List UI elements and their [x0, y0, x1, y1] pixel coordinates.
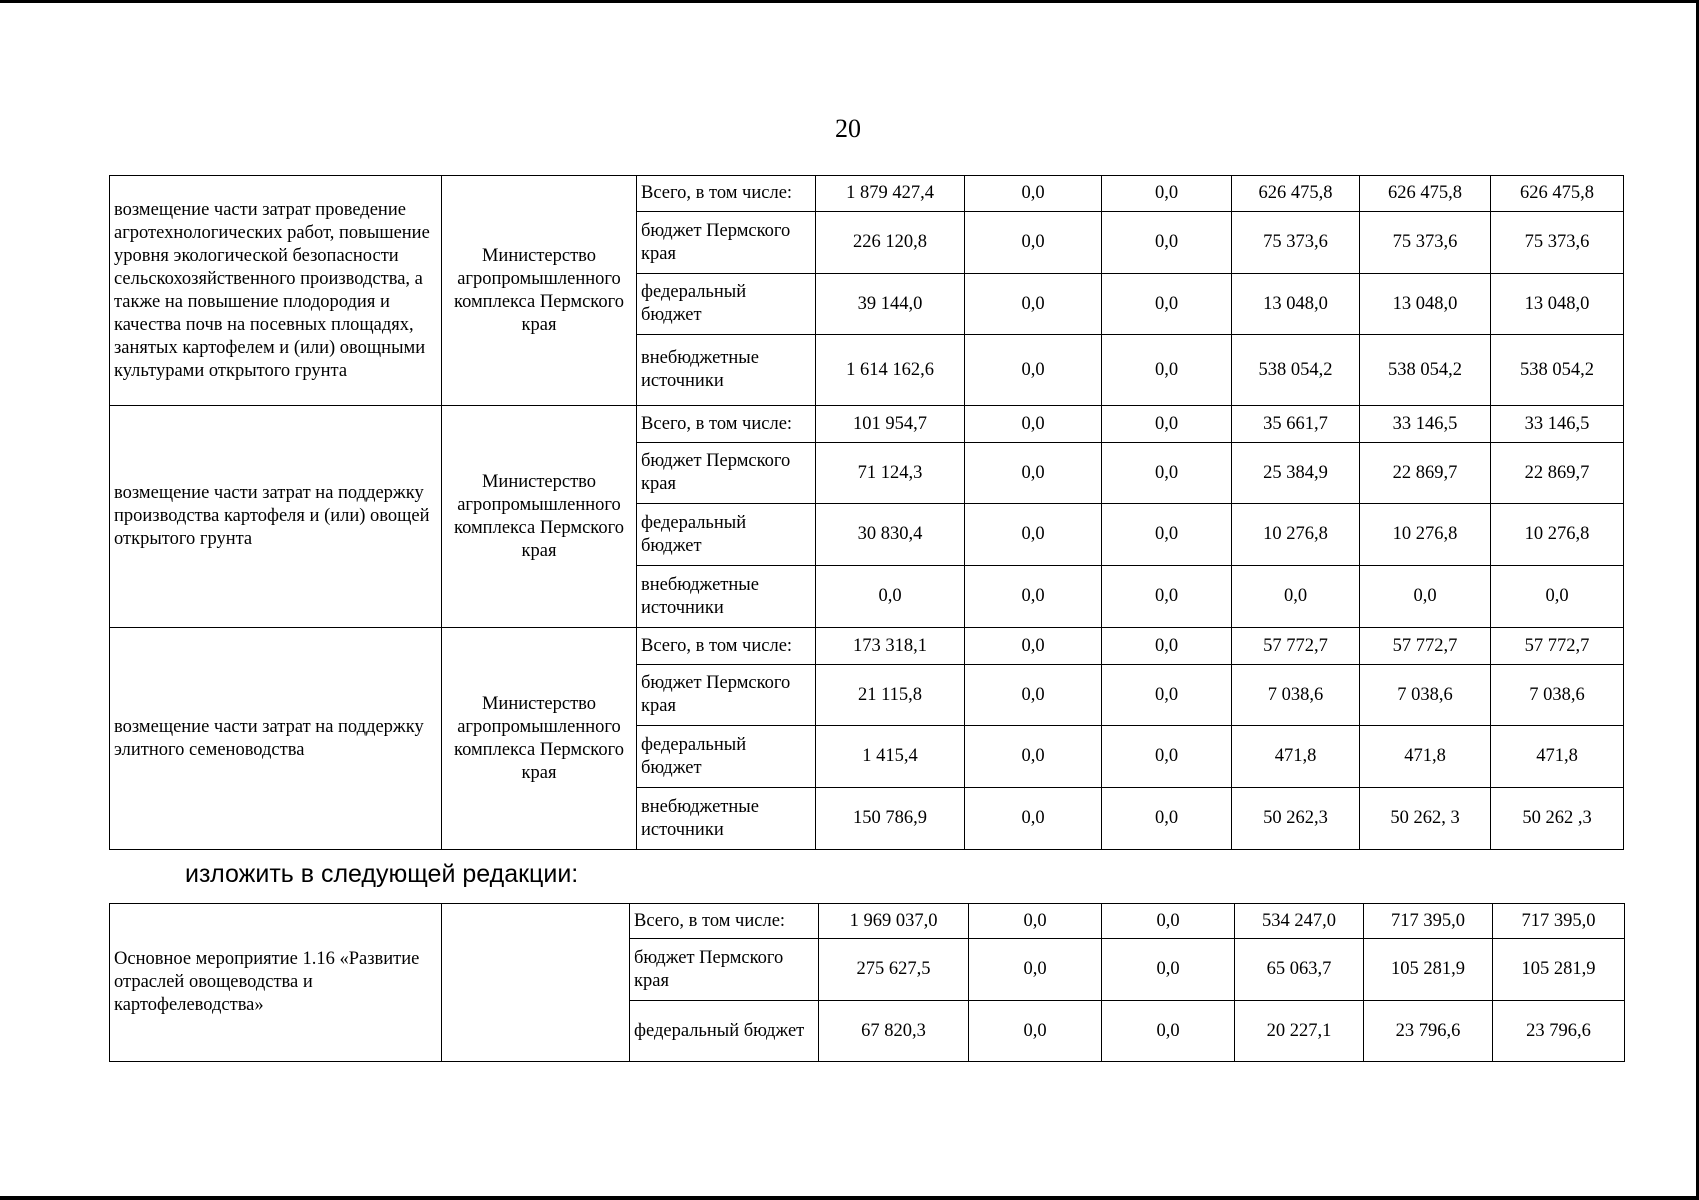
funding-source: федеральный бюджет	[637, 504, 816, 566]
year-value: 0,0	[969, 1001, 1102, 1062]
year-value: 75 373,6	[1491, 212, 1624, 274]
year-value: 471,8	[1232, 726, 1360, 788]
responsible-body: Министерство агропромышленного комплекса Пермского края	[442, 406, 637, 628]
scan-edge-bottom	[0, 1196, 1699, 1200]
year-value: 538 054,2	[1232, 335, 1360, 406]
page-number: 20	[835, 114, 861, 143]
total-value: 173 318,1	[816, 628, 965, 665]
year-value: 0,0	[965, 504, 1102, 566]
year-value: 13 048,0	[1491, 274, 1624, 335]
total-value: 226 120,8	[816, 212, 965, 274]
year-value: 23 796,6	[1364, 1001, 1493, 1062]
scan-edge-top	[0, 0, 1699, 3]
funding-source: бюджет Пермского края	[637, 212, 816, 274]
responsible-body	[442, 904, 630, 1062]
funding-source: Всего, в том числе:	[630, 904, 819, 939]
year-value: 10 276,8	[1491, 504, 1624, 566]
table-row	[110, 176, 1624, 212]
funding-source: бюджет Пермского края	[630, 939, 819, 1001]
year-value: 0,0	[1232, 566, 1360, 628]
total-value: 150 786,9	[816, 788, 965, 850]
year-value: 50 262,3	[1232, 788, 1360, 850]
year-value: 0,0	[965, 788, 1102, 850]
year-value: 0,0	[965, 443, 1102, 504]
total-value: 1 969 037,0	[819, 904, 969, 939]
responsible-body: Министерство агропромышленного комплекса Пермского края	[442, 628, 637, 850]
funding-source: Всего, в том числе:	[637, 176, 816, 212]
activity-description: возмещение части затрат на поддержку элитного семеноводства	[110, 628, 442, 850]
year-value: 0,0	[1102, 665, 1232, 726]
year-value: 50 262 ,3	[1491, 788, 1624, 850]
activity-description: Основное мероприятие 1.16 «Развитие отраслей овощеводства и картофелеводства»	[110, 904, 442, 1062]
year-value: 57 772,7	[1360, 628, 1491, 665]
year-value: 0,0	[1102, 335, 1232, 406]
year-value: 25 384,9	[1232, 443, 1360, 504]
table-row	[110, 406, 1624, 443]
total-value: 67 820,3	[819, 1001, 969, 1062]
total-value: 1 879 427,4	[816, 176, 965, 212]
year-value: 0,0	[1102, 274, 1232, 335]
year-value: 0,0	[1102, 212, 1232, 274]
year-value: 20 227,1	[1235, 1001, 1364, 1062]
table-row	[110, 628, 1624, 665]
total-value: 275 627,5	[819, 939, 969, 1001]
total-value: 71 124,3	[816, 443, 965, 504]
year-value: 538 054,2	[1360, 335, 1491, 406]
year-value: 0,0	[965, 176, 1102, 212]
year-value: 35 661,7	[1232, 406, 1360, 443]
year-value: 0,0	[965, 566, 1102, 628]
funding-source: федеральный бюджет	[637, 726, 816, 788]
funding-table-old	[109, 175, 1624, 850]
funding-source: федеральный бюджет	[637, 274, 816, 335]
funding-source: внебюджетные источники	[637, 566, 816, 628]
year-value: 10 276,8	[1232, 504, 1360, 566]
year-value: 0,0	[1102, 176, 1232, 212]
year-value: 50 262, 3	[1360, 788, 1491, 850]
year-value: 0,0	[1102, 504, 1232, 566]
year-value: 0,0	[1102, 406, 1232, 443]
year-value: 0,0	[965, 628, 1102, 665]
year-value: 0,0	[969, 904, 1102, 939]
year-value: 13 048,0	[1360, 274, 1491, 335]
year-value: 471,8	[1360, 726, 1491, 788]
funding-source: Всего, в том числе:	[637, 406, 816, 443]
total-value: 21 115,8	[816, 665, 965, 726]
total-value: 1 614 162,6	[816, 335, 965, 406]
funding-source: бюджет Пермского края	[637, 443, 816, 504]
year-value: 105 281,9	[1364, 939, 1493, 1001]
funding-source: бюджет Пермского края	[637, 665, 816, 726]
year-value: 105 281,9	[1493, 939, 1625, 1001]
year-value: 471,8	[1491, 726, 1624, 788]
year-value: 33 146,5	[1360, 406, 1491, 443]
year-value: 57 772,7	[1232, 628, 1360, 665]
year-value: 538 054,2	[1491, 335, 1624, 406]
year-value: 717 395,0	[1364, 904, 1493, 939]
year-value: 626 475,8	[1360, 176, 1491, 212]
funding-source: федеральный бюджет	[630, 1001, 819, 1062]
year-value: 0,0	[1102, 1001, 1235, 1062]
year-value: 65 063,7	[1235, 939, 1364, 1001]
year-value: 0,0	[1102, 939, 1235, 1001]
year-value: 534 247,0	[1235, 904, 1364, 939]
year-value: 0,0	[965, 212, 1102, 274]
year-value: 7 038,6	[1232, 665, 1360, 726]
year-value: 75 373,6	[1232, 212, 1360, 274]
year-value: 57 772,7	[1491, 628, 1624, 665]
year-value: 0,0	[1102, 788, 1232, 850]
total-value: 101 954,7	[816, 406, 965, 443]
table-row	[110, 904, 1625, 939]
year-value: 75 373,6	[1360, 212, 1491, 274]
year-value: 0,0	[1102, 566, 1232, 628]
year-value: 0,0	[1102, 443, 1232, 504]
year-value: 0,0	[1102, 628, 1232, 665]
year-value: 0,0	[965, 335, 1102, 406]
year-value: 23 796,6	[1493, 1001, 1625, 1062]
activity-description: возмещение части затрат на поддержку производства картофеля и (или) овощей открытого грунта	[110, 406, 442, 628]
year-value: 0,0	[965, 274, 1102, 335]
total-value: 1 415,4	[816, 726, 965, 788]
year-value: 7 038,6	[1491, 665, 1624, 726]
year-value: 0,0	[1102, 904, 1235, 939]
year-value: 0,0	[965, 665, 1102, 726]
year-value: 717 395,0	[1493, 904, 1625, 939]
responsible-body: Министерство агропромышленного комплекса Пермского края	[442, 176, 637, 406]
year-value: 10 276,8	[1360, 504, 1491, 566]
year-value: 0,0	[1491, 566, 1624, 628]
year-value: 7 038,6	[1360, 665, 1491, 726]
total-value: 39 144,0	[816, 274, 965, 335]
year-value: 13 048,0	[1232, 274, 1360, 335]
activity-description: возмещение части затрат проведение агротехнологических работ, повышение уровня экологической безопасности сельскохозяйственного производства, а также на повышение плодородия и качества почв на посевных площадях, занятых картофелем и (или) овощными культурами открытого грунта	[110, 176, 442, 406]
year-value: 0,0	[965, 726, 1102, 788]
funding-source: внебюджетные источники	[637, 335, 816, 406]
funding-source: Всего, в том числе:	[637, 628, 816, 665]
year-value: 0,0	[965, 406, 1102, 443]
funding-source: внебюджетные источники	[637, 788, 816, 850]
year-value: 22 869,7	[1360, 443, 1491, 504]
funding-table-new	[109, 903, 1625, 1062]
year-value: 0,0	[969, 939, 1102, 1001]
total-value: 0,0	[816, 566, 965, 628]
year-value: 0,0	[1102, 726, 1232, 788]
year-value: 33 146,5	[1491, 406, 1624, 443]
year-value: 626 475,8	[1491, 176, 1624, 212]
year-value: 22 869,7	[1491, 443, 1624, 504]
year-value: 0,0	[1360, 566, 1491, 628]
year-value: 626 475,8	[1232, 176, 1360, 212]
total-value: 30 830,4	[816, 504, 965, 566]
amendment-caption: изложить в следующей редакции:	[185, 860, 579, 888]
